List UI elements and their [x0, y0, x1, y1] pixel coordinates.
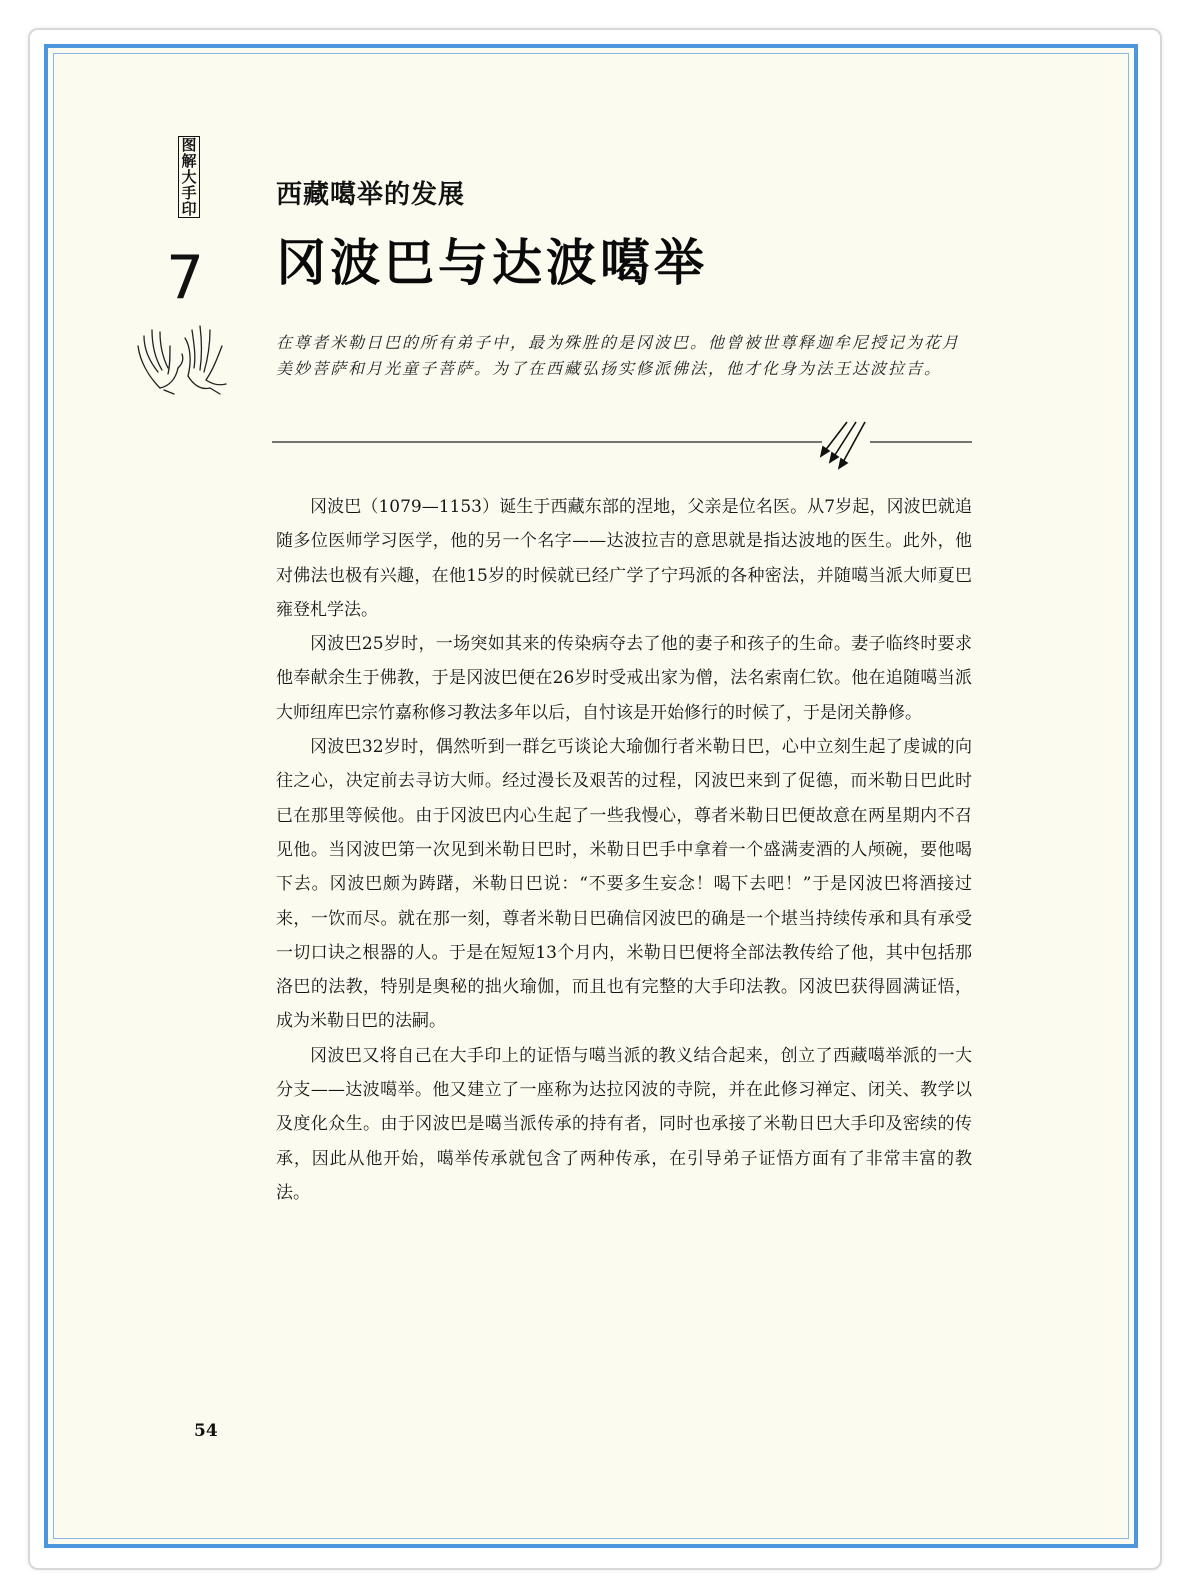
chapter-number: 7: [166, 243, 205, 313]
arrows-icon: [821, 422, 865, 468]
hands-icon: [130, 316, 240, 400]
body-text: [276, 490, 972, 1210]
section-divider: [272, 416, 972, 480]
body-paragraph-2: 冈波巴25岁时，一场突如其来的传染病夺去了他的妻子和孩子的生命。妻子临终时要求他奉献余生于佛教，于是冈波巴便在26岁时受戒出家为僧，法名索南仁钦。他在追随噶当派大师纽库巴宗竹嘉称修习教法多年以后，自忖该是开始修行的时候了，于是闭关静修。: [276, 634, 972, 723]
page-title: 冈波巴与达波噶举: [276, 233, 708, 292]
body-paragraph-1: 冈波巴（1079—1153）诞生于西藏东部的涅地，父亲是位名医。从7岁起，冈波巴就追随多位医师学习医学，他的另一个名字——达波拉吉的意思就是指达波地的医生。此外，他对佛法也极有兴趣，在他15岁的时候就已经广学了宁玛派的各种密法，并随噶当派大师夏巴雍登札学法。: [276, 497, 972, 620]
body-paragraph-3: 冈波巴32岁时，偶然听到一群乞丐谈论大瑜伽行者米勒日巴，心中立刻生起了虔诚的向往之心，决定前去寻访大师。经过漫长及艰苦的过程，冈波巴来到了促德，而米勒日巴此时已在那里等候他。由于冈波巴内心生起了一些我慢心，尊者米勒日巴便故意在两星期内不召见他。当冈波巴第一次见到米勒日巴时，米勒日巴手中拿着一个盛满麦酒的人颅碗，要他喝下去。冈波巴颇为踌躇，米勒日巴说：“不要多生妄念！喝下去吧！”于是冈波巴将酒接过来，一饮而尽。就在那一刻，尊者米勒日巴确信冈波巴的确是一个堪当持续传承和具有承受一切口诀之根器的人。于是在短短13个月内，米勒日巴便将全部法教传给了他，其中包括那洛巴的法教，特别是奥秘的拙火瑜伽，而且也有完整的大手印法教。冈波巴获得圆满证悟，成为米勒日巴的法嗣。: [276, 737, 972, 1032]
page-number: 54: [194, 1421, 218, 1441]
series-title-text: 图解大手印: [178, 136, 200, 218]
section-subtitle: 西藏噶举的发展: [276, 180, 466, 210]
series-title: [178, 136, 200, 218]
body-paragraph-4: 冈波巴又将自己在大手印上的证悟与噶当派的教义结合起来，创立了西藏噶举派的一大分支——达波噶举。他又建立了一座称为达拉冈波的寺院，并在此修习禅定、闭关、教学以及度化众生。由于冈波巴是噶当派传承的持有者，同时也承接了米勒日巴大手印及密续的传承，因此从他开始，噶举传承就包含了两种传承，在引导弟子证悟方面有了非常丰富的教法。: [276, 1045, 972, 1203]
book-page: [44, 44, 1138, 1548]
intro-paragraph: 在尊者米勒日巴的所有弟子中，最为殊胜的是冈波巴。他曾被世尊释迦牟尼授记为花月美妙菩萨和月光童子菩萨。为了在西藏弘扬实修派佛法，他才化身为法王达波拉吉。: [276, 333, 961, 378]
